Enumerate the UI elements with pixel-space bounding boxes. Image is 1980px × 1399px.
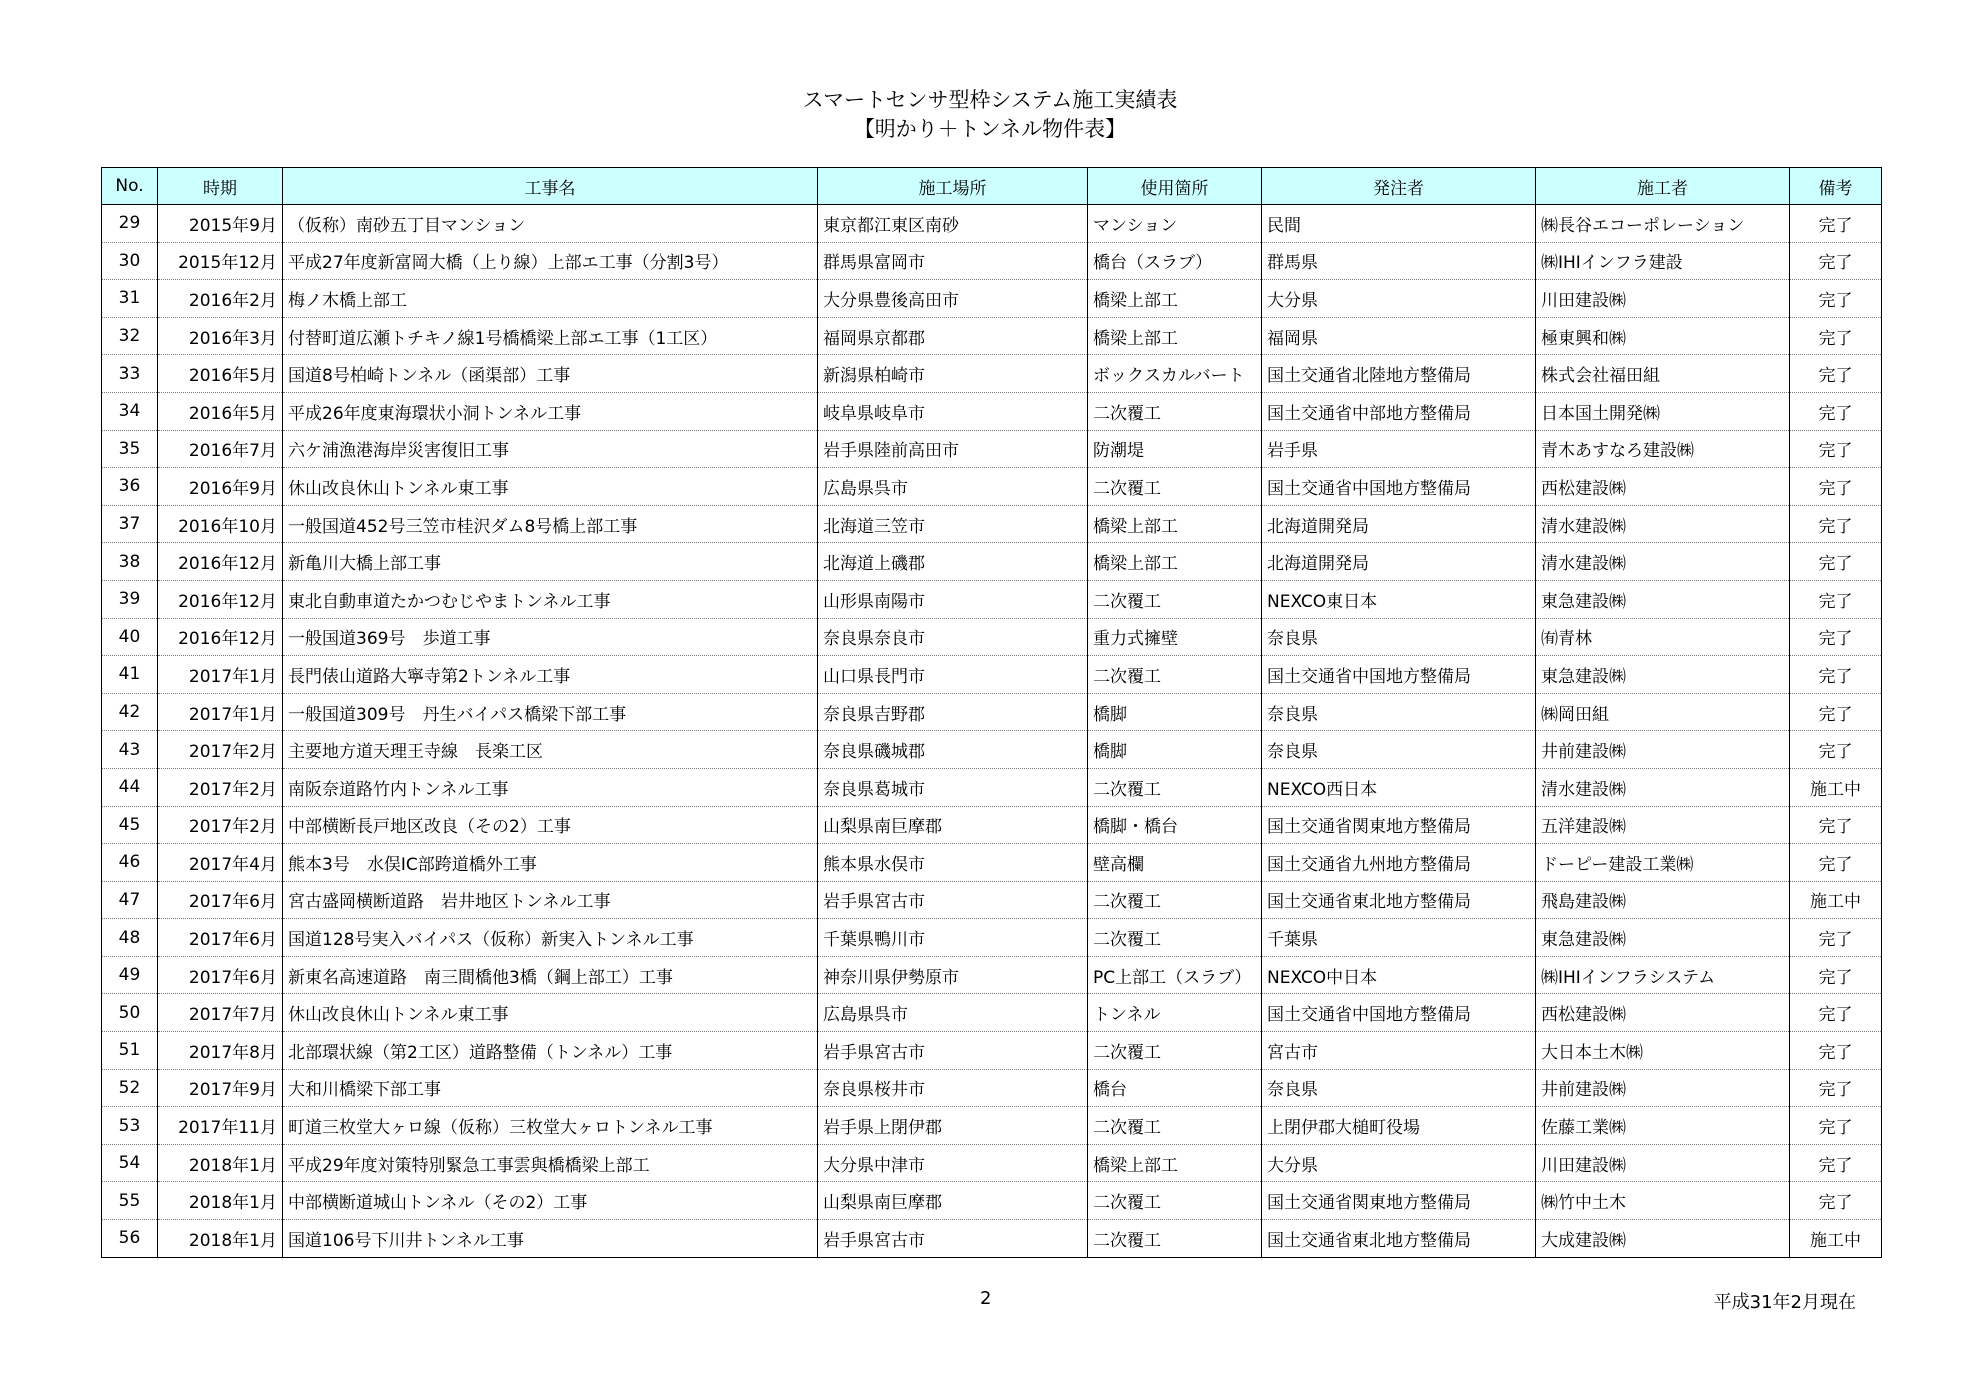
cell-no: 43 bbox=[102, 731, 158, 769]
cell-contractor: 西松建設㈱ bbox=[1536, 994, 1790, 1032]
cell-client: 国土交通省中国地方整備局 bbox=[1262, 656, 1536, 694]
cell-contractor: ㈱IHIインフラ建設 bbox=[1536, 242, 1790, 280]
cell-project-name: 国道8号柏崎トンネル（函渠部）工事 bbox=[283, 355, 818, 393]
cell-period: 2017年8月 bbox=[158, 1032, 283, 1070]
cell-client: 民間 bbox=[1262, 205, 1536, 243]
cell-no: 34 bbox=[102, 392, 158, 430]
cell-location: 岐阜県岐阜市 bbox=[818, 392, 1088, 430]
cell-project-name: 大和川橋梁下部工事 bbox=[283, 1069, 818, 1107]
cell-usage: 橋梁上部工 bbox=[1088, 317, 1262, 355]
column-header-period: 時期 bbox=[158, 168, 283, 205]
cell-period: 2017年11月 bbox=[158, 1107, 283, 1145]
cell-contractor: 佐藤工業㈱ bbox=[1536, 1107, 1790, 1145]
cell-contractor: 日本国土開発㈱ bbox=[1536, 392, 1790, 430]
cell-contractor: 清水建設㈱ bbox=[1536, 543, 1790, 581]
cell-remarks: 完了 bbox=[1790, 1032, 1882, 1070]
cell-location: 大分県中津市 bbox=[818, 1144, 1088, 1182]
cell-location: 北海道上磯郡 bbox=[818, 543, 1088, 581]
cell-no: 50 bbox=[102, 994, 158, 1032]
cell-period: 2016年10月 bbox=[158, 505, 283, 543]
cell-remarks: 完了 bbox=[1790, 1069, 1882, 1107]
cell-location: 岩手県陸前高田市 bbox=[818, 430, 1088, 468]
cell-remarks: 完了 bbox=[1790, 205, 1882, 243]
cell-contractor: ㈱長谷エコーポレーション bbox=[1536, 205, 1790, 243]
table-row bbox=[102, 392, 1882, 430]
cell-period: 2017年2月 bbox=[158, 731, 283, 769]
cell-no: 51 bbox=[102, 1032, 158, 1070]
cell-remarks: 完了 bbox=[1790, 919, 1882, 957]
cell-client: 国土交通省関東地方整備局 bbox=[1262, 1182, 1536, 1220]
cell-contractor: 井前建設㈱ bbox=[1536, 1069, 1790, 1107]
cell-remarks: 完了 bbox=[1790, 505, 1882, 543]
cell-contractor: 東急建設㈱ bbox=[1536, 656, 1790, 694]
cell-usage: 二次覆工 bbox=[1088, 1182, 1262, 1220]
cell-project-name: 一般国道369号 歩道工事 bbox=[283, 618, 818, 656]
cell-remarks: 完了 bbox=[1790, 468, 1882, 506]
cell-client: NEXCO中日本 bbox=[1262, 956, 1536, 994]
cell-contractor: 大日本土木㈱ bbox=[1536, 1032, 1790, 1070]
table-row bbox=[102, 1220, 1882, 1258]
cell-remarks: 施工中 bbox=[1790, 1220, 1882, 1258]
cell-location: 広島県呉市 bbox=[818, 468, 1088, 506]
cell-usage: 橋梁上部工 bbox=[1088, 1144, 1262, 1182]
cell-remarks: 完了 bbox=[1790, 317, 1882, 355]
cell-client: 奈良県 bbox=[1262, 731, 1536, 769]
cell-no: 46 bbox=[102, 844, 158, 882]
cell-period: 2017年1月 bbox=[158, 656, 283, 694]
cell-usage: 二次覆工 bbox=[1088, 1220, 1262, 1258]
cell-contractor: 川田建設㈱ bbox=[1536, 280, 1790, 318]
document-subtitle: 【明かり＋トンネル物件表】 bbox=[853, 117, 1127, 141]
cell-contractor: 清水建設㈱ bbox=[1536, 505, 1790, 543]
cell-contractor: 川田建設㈱ bbox=[1536, 1144, 1790, 1182]
cell-client: 国土交通省東北地方整備局 bbox=[1262, 881, 1536, 919]
cell-no: 55 bbox=[102, 1182, 158, 1220]
cell-location: 岩手県宮古市 bbox=[818, 1032, 1088, 1070]
cell-usage: 二次覆工 bbox=[1088, 1032, 1262, 1070]
cell-usage: マンション bbox=[1088, 205, 1262, 243]
cell-usage: 二次覆工 bbox=[1088, 392, 1262, 430]
table-header-row bbox=[102, 168, 1882, 205]
cell-usage: 防潮堤 bbox=[1088, 430, 1262, 468]
table-row bbox=[102, 1069, 1882, 1107]
cell-no: 44 bbox=[102, 768, 158, 806]
column-header-remarks: 備考 bbox=[1790, 168, 1882, 205]
cell-contractor: 西松建設㈱ bbox=[1536, 468, 1790, 506]
cell-client: 上閉伊郡大槌町役場 bbox=[1262, 1107, 1536, 1145]
cell-project-name: 一般国道452号三笠市桂沢ダム8号橋上部工事 bbox=[283, 505, 818, 543]
cell-period: 2017年6月 bbox=[158, 956, 283, 994]
cell-usage: 橋脚・橋台 bbox=[1088, 806, 1262, 844]
cell-contractor: 東急建設㈱ bbox=[1536, 580, 1790, 618]
cell-period: 2016年12月 bbox=[158, 580, 283, 618]
cell-period: 2016年12月 bbox=[158, 618, 283, 656]
cell-period: 2018年1月 bbox=[158, 1144, 283, 1182]
cell-contractor: ㈱竹中土木 bbox=[1536, 1182, 1790, 1220]
cell-period: 2017年4月 bbox=[158, 844, 283, 882]
column-header-usage: 使用箇所 bbox=[1088, 168, 1262, 205]
table-row bbox=[102, 430, 1882, 468]
cell-usage: PC上部工（スラブ） bbox=[1088, 956, 1262, 994]
table-row bbox=[102, 242, 1882, 280]
cell-client: 国土交通省中国地方整備局 bbox=[1262, 468, 1536, 506]
cell-client: NEXCO東日本 bbox=[1262, 580, 1536, 618]
cell-no: 47 bbox=[102, 881, 158, 919]
table-row bbox=[102, 1144, 1882, 1182]
table-row bbox=[102, 543, 1882, 581]
cell-client: NEXCO西日本 bbox=[1262, 768, 1536, 806]
cell-project-name: 東北自動車道たかつむじやまトンネル工事 bbox=[283, 580, 818, 618]
cell-client: 奈良県 bbox=[1262, 693, 1536, 731]
document-title: スマートセンサ型枠システム施工実績表 bbox=[802, 88, 1178, 112]
cell-usage: 二次覆工 bbox=[1088, 919, 1262, 957]
cell-location: 千葉県鴨川市 bbox=[818, 919, 1088, 957]
cell-contractor: ドーピー建設工業㈱ bbox=[1536, 844, 1790, 882]
cell-usage: 二次覆工 bbox=[1088, 768, 1262, 806]
cell-remarks: 完了 bbox=[1790, 994, 1882, 1032]
cell-no: 56 bbox=[102, 1220, 158, 1258]
cell-no: 40 bbox=[102, 618, 158, 656]
cell-project-name: 休山改良休山トンネル東工事 bbox=[283, 468, 818, 506]
cell-remarks: 完了 bbox=[1790, 806, 1882, 844]
cell-project-name: 中部横断長戸地区改良（その2）工事 bbox=[283, 806, 818, 844]
cell-location: 熊本県水俣市 bbox=[818, 844, 1088, 882]
cell-period: 2016年7月 bbox=[158, 430, 283, 468]
cell-usage: 橋台（スラブ） bbox=[1088, 242, 1262, 280]
cell-client: 奈良県 bbox=[1262, 1069, 1536, 1107]
cell-period: 2017年7月 bbox=[158, 994, 283, 1032]
table-row bbox=[102, 693, 1882, 731]
cell-location: 山口県長門市 bbox=[818, 656, 1088, 694]
cell-period: 2015年9月 bbox=[158, 205, 283, 243]
cell-project-name: 付替町道広瀬トチキノ線1号橋橋梁上部エ工事（1工区） bbox=[283, 317, 818, 355]
cell-contractor: ㈲青林 bbox=[1536, 618, 1790, 656]
as-of-date: 平成31年2月現在 bbox=[1713, 1292, 1856, 1313]
cell-remarks: 完了 bbox=[1790, 1182, 1882, 1220]
cell-project-name: 南阪奈道路竹内トンネル工事 bbox=[283, 768, 818, 806]
cell-location: 大分県豊後高田市 bbox=[818, 280, 1088, 318]
cell-location: 山梨県南巨摩郡 bbox=[818, 1182, 1088, 1220]
cell-usage: 二次覆工 bbox=[1088, 656, 1262, 694]
column-header-location: 施工場所 bbox=[818, 168, 1088, 205]
cell-usage: ボックスカルバート bbox=[1088, 355, 1262, 393]
cell-no: 42 bbox=[102, 693, 158, 731]
cell-client: 国土交通省九州地方整備局 bbox=[1262, 844, 1536, 882]
cell-remarks: 完了 bbox=[1790, 956, 1882, 994]
cell-client: 群馬県 bbox=[1262, 242, 1536, 280]
cell-remarks: 施工中 bbox=[1790, 881, 1882, 919]
cell-project-name: 町道三枚堂大ヶロ線（仮称）三枚堂大ヶロトンネル工事 bbox=[283, 1107, 818, 1145]
cell-no: 38 bbox=[102, 543, 158, 581]
cell-location: 岩手県宮古市 bbox=[818, 881, 1088, 919]
cell-location: 神奈川県伊勢原市 bbox=[818, 956, 1088, 994]
cell-location: 広島県呉市 bbox=[818, 994, 1088, 1032]
cell-period: 2017年9月 bbox=[158, 1069, 283, 1107]
cell-location: 東京都江東区南砂 bbox=[818, 205, 1088, 243]
table-row bbox=[102, 618, 1882, 656]
column-header-contractor: 施工者 bbox=[1536, 168, 1790, 205]
cell-period: 2016年5月 bbox=[158, 355, 283, 393]
cell-no: 53 bbox=[102, 1107, 158, 1145]
cell-no: 35 bbox=[102, 430, 158, 468]
cell-usage: トンネル bbox=[1088, 994, 1262, 1032]
cell-contractor: ㈱IHIインフラシステム bbox=[1536, 956, 1790, 994]
cell-remarks: 施工中 bbox=[1790, 768, 1882, 806]
cell-client: 国土交通省関東地方整備局 bbox=[1262, 806, 1536, 844]
cell-remarks: 完了 bbox=[1790, 430, 1882, 468]
cell-client: 宮古市 bbox=[1262, 1032, 1536, 1070]
cell-client: 岩手県 bbox=[1262, 430, 1536, 468]
cell-client: 福岡県 bbox=[1262, 317, 1536, 355]
cell-project-name: 梅ノ木橋上部工 bbox=[283, 280, 818, 318]
cell-contractor: 青木あすなろ建設㈱ bbox=[1536, 430, 1790, 468]
cell-contractor: 清水建設㈱ bbox=[1536, 768, 1790, 806]
cell-contractor: 東急建設㈱ bbox=[1536, 919, 1790, 957]
cell-client: 奈良県 bbox=[1262, 618, 1536, 656]
cell-no: 33 bbox=[102, 355, 158, 393]
cell-project-name: 主要地方道天理王寺線 長楽工区 bbox=[283, 731, 818, 769]
cell-period: 2017年2月 bbox=[158, 768, 283, 806]
cell-project-name: 熊本3号 水俣IC部跨道橋外工事 bbox=[283, 844, 818, 882]
cell-remarks: 完了 bbox=[1790, 1144, 1882, 1182]
cell-location: 岩手県上閉伊郡 bbox=[818, 1107, 1088, 1145]
table-row bbox=[102, 280, 1882, 318]
table-row bbox=[102, 956, 1882, 994]
cell-contractor: ㈱岡田組 bbox=[1536, 693, 1790, 731]
cell-remarks: 完了 bbox=[1790, 280, 1882, 318]
cell-period: 2016年2月 bbox=[158, 280, 283, 318]
cell-project-name: 国道128号実入バイパス（仮称）新実入トンネル工事 bbox=[283, 919, 818, 957]
cell-project-name: 休山改良休山トンネル東工事 bbox=[283, 994, 818, 1032]
cell-client: 千葉県 bbox=[1262, 919, 1536, 957]
table-row bbox=[102, 768, 1882, 806]
cell-period: 2016年3月 bbox=[158, 317, 283, 355]
cell-no: 54 bbox=[102, 1144, 158, 1182]
cell-location: 北海道三笠市 bbox=[818, 505, 1088, 543]
table-row bbox=[102, 468, 1882, 506]
results-table bbox=[101, 167, 1882, 1258]
table-row bbox=[102, 806, 1882, 844]
cell-project-name: 六ケ浦漁港海岸災害復旧工事 bbox=[283, 430, 818, 468]
cell-project-name: 中部横断道城山トンネル（その2）工事 bbox=[283, 1182, 818, 1220]
table-row bbox=[102, 580, 1882, 618]
cell-period: 2016年12月 bbox=[158, 543, 283, 581]
cell-no: 49 bbox=[102, 956, 158, 994]
cell-period: 2016年9月 bbox=[158, 468, 283, 506]
cell-location: 新潟県柏崎市 bbox=[818, 355, 1088, 393]
cell-no: 36 bbox=[102, 468, 158, 506]
cell-usage: 重力式擁壁 bbox=[1088, 618, 1262, 656]
cell-usage: 二次覆工 bbox=[1088, 1107, 1262, 1145]
cell-remarks: 完了 bbox=[1790, 844, 1882, 882]
cell-period: 2017年1月 bbox=[158, 693, 283, 731]
cell-remarks: 完了 bbox=[1790, 543, 1882, 581]
table-row bbox=[102, 731, 1882, 769]
cell-remarks: 完了 bbox=[1790, 355, 1882, 393]
cell-remarks: 完了 bbox=[1790, 580, 1882, 618]
cell-usage: 二次覆工 bbox=[1088, 580, 1262, 618]
cell-usage: 橋台 bbox=[1088, 1069, 1262, 1107]
cell-remarks: 完了 bbox=[1790, 731, 1882, 769]
page-number: 2 bbox=[980, 1288, 992, 1309]
cell-usage: 橋脚 bbox=[1088, 693, 1262, 731]
cell-contractor: 大成建設㈱ bbox=[1536, 1220, 1790, 1258]
table-row bbox=[102, 205, 1882, 243]
cell-usage: 二次覆工 bbox=[1088, 881, 1262, 919]
cell-project-name: 宮古盛岡横断道路 岩井地区トンネル工事 bbox=[283, 881, 818, 919]
cell-usage: 橋脚 bbox=[1088, 731, 1262, 769]
column-header-no: No. bbox=[102, 168, 158, 205]
cell-no: 37 bbox=[102, 505, 158, 543]
table-row bbox=[102, 994, 1882, 1032]
cell-remarks: 完了 bbox=[1790, 242, 1882, 280]
table-row bbox=[102, 881, 1882, 919]
cell-location: 奈良県奈良市 bbox=[818, 618, 1088, 656]
cell-usage: 橋梁上部工 bbox=[1088, 505, 1262, 543]
table-row bbox=[102, 919, 1882, 957]
cell-client: 国土交通省東北地方整備局 bbox=[1262, 1220, 1536, 1258]
table-row bbox=[102, 355, 1882, 393]
cell-remarks: 完了 bbox=[1790, 693, 1882, 731]
cell-usage: 二次覆工 bbox=[1088, 468, 1262, 506]
cell-location: 山梨県南巨摩郡 bbox=[818, 806, 1088, 844]
cell-usage: 壁高欄 bbox=[1088, 844, 1262, 882]
cell-location: 奈良県葛城市 bbox=[818, 768, 1088, 806]
cell-location: 奈良県桜井市 bbox=[818, 1069, 1088, 1107]
cell-period: 2015年12月 bbox=[158, 242, 283, 280]
table-row bbox=[102, 1107, 1882, 1145]
cell-contractor: 井前建設㈱ bbox=[1536, 731, 1790, 769]
cell-period: 2017年2月 bbox=[158, 806, 283, 844]
cell-project-name: 一般国道309号 丹生バイパス橋梁下部工事 bbox=[283, 693, 818, 731]
table-row bbox=[102, 1182, 1882, 1220]
cell-remarks: 完了 bbox=[1790, 656, 1882, 694]
cell-location: 群馬県富岡市 bbox=[818, 242, 1088, 280]
cell-client: 国土交通省北陸地方整備局 bbox=[1262, 355, 1536, 393]
column-header-client: 発注者 bbox=[1262, 168, 1536, 205]
table-row bbox=[102, 505, 1882, 543]
cell-project-name: 新亀川大橋上部工事 bbox=[283, 543, 818, 581]
table-body bbox=[102, 205, 1882, 1258]
cell-contractor: 飛島建設㈱ bbox=[1536, 881, 1790, 919]
cell-period: 2017年6月 bbox=[158, 919, 283, 957]
cell-remarks: 完了 bbox=[1790, 392, 1882, 430]
cell-remarks: 完了 bbox=[1790, 1107, 1882, 1145]
cell-client: 北海道開発局 bbox=[1262, 505, 1536, 543]
table-row bbox=[102, 656, 1882, 694]
cell-project-name: 北部環状線（第2工区）道路整備（トンネル）工事 bbox=[283, 1032, 818, 1070]
cell-client: 国土交通省中部地方整備局 bbox=[1262, 392, 1536, 430]
cell-usage: 橋梁上部工 bbox=[1088, 280, 1262, 318]
cell-remarks: 完了 bbox=[1790, 618, 1882, 656]
cell-location: 福岡県京都郡 bbox=[818, 317, 1088, 355]
cell-location: 奈良県吉野郡 bbox=[818, 693, 1088, 731]
cell-no: 41 bbox=[102, 656, 158, 694]
cell-contractor: 株式会社福田組 bbox=[1536, 355, 1790, 393]
cell-period: 2016年5月 bbox=[158, 392, 283, 430]
cell-contractor: 極東興和㈱ bbox=[1536, 317, 1790, 355]
cell-no: 48 bbox=[102, 919, 158, 957]
cell-no: 29 bbox=[102, 205, 158, 243]
table-row bbox=[102, 1032, 1882, 1070]
cell-project-name: 平成26年度東海環状小洞トンネル工事 bbox=[283, 392, 818, 430]
cell-contractor: 五洋建設㈱ bbox=[1536, 806, 1790, 844]
cell-location: 岩手県宮古市 bbox=[818, 1220, 1088, 1258]
cell-location: 奈良県磯城郡 bbox=[818, 731, 1088, 769]
cell-client: 大分県 bbox=[1262, 280, 1536, 318]
cell-no: 32 bbox=[102, 317, 158, 355]
cell-project-name: 平成29年度対策特別緊急工事雲與橋橋梁上部工 bbox=[283, 1144, 818, 1182]
cell-no: 45 bbox=[102, 806, 158, 844]
cell-period: 2018年1月 bbox=[158, 1220, 283, 1258]
cell-location: 山形県南陽市 bbox=[818, 580, 1088, 618]
table-row bbox=[102, 317, 1882, 355]
cell-project-name: 国道106号下川井トンネル工事 bbox=[283, 1220, 818, 1258]
cell-no: 31 bbox=[102, 280, 158, 318]
table-row bbox=[102, 844, 1882, 882]
cell-no: 39 bbox=[102, 580, 158, 618]
cell-project-name: （仮称）南砂五丁目マンション bbox=[283, 205, 818, 243]
column-header-project-name: 工事名 bbox=[283, 168, 818, 205]
cell-no: 30 bbox=[102, 242, 158, 280]
cell-project-name: 平成27年度新富岡大橋（上り線）上部エ工事（分割3号） bbox=[283, 242, 818, 280]
cell-usage: 橋梁上部工 bbox=[1088, 543, 1262, 581]
cell-client: 北海道開発局 bbox=[1262, 543, 1536, 581]
cell-period: 2017年6月 bbox=[158, 881, 283, 919]
cell-project-name: 長門俵山道路大寧寺第2トンネル工事 bbox=[283, 656, 818, 694]
cell-client: 国土交通省中国地方整備局 bbox=[1262, 994, 1536, 1032]
cell-no: 52 bbox=[102, 1069, 158, 1107]
cell-period: 2018年1月 bbox=[158, 1182, 283, 1220]
cell-client: 大分県 bbox=[1262, 1144, 1536, 1182]
cell-project-name: 新東名高速道路 南三間橋他3橋（鋼上部工）工事 bbox=[283, 956, 818, 994]
